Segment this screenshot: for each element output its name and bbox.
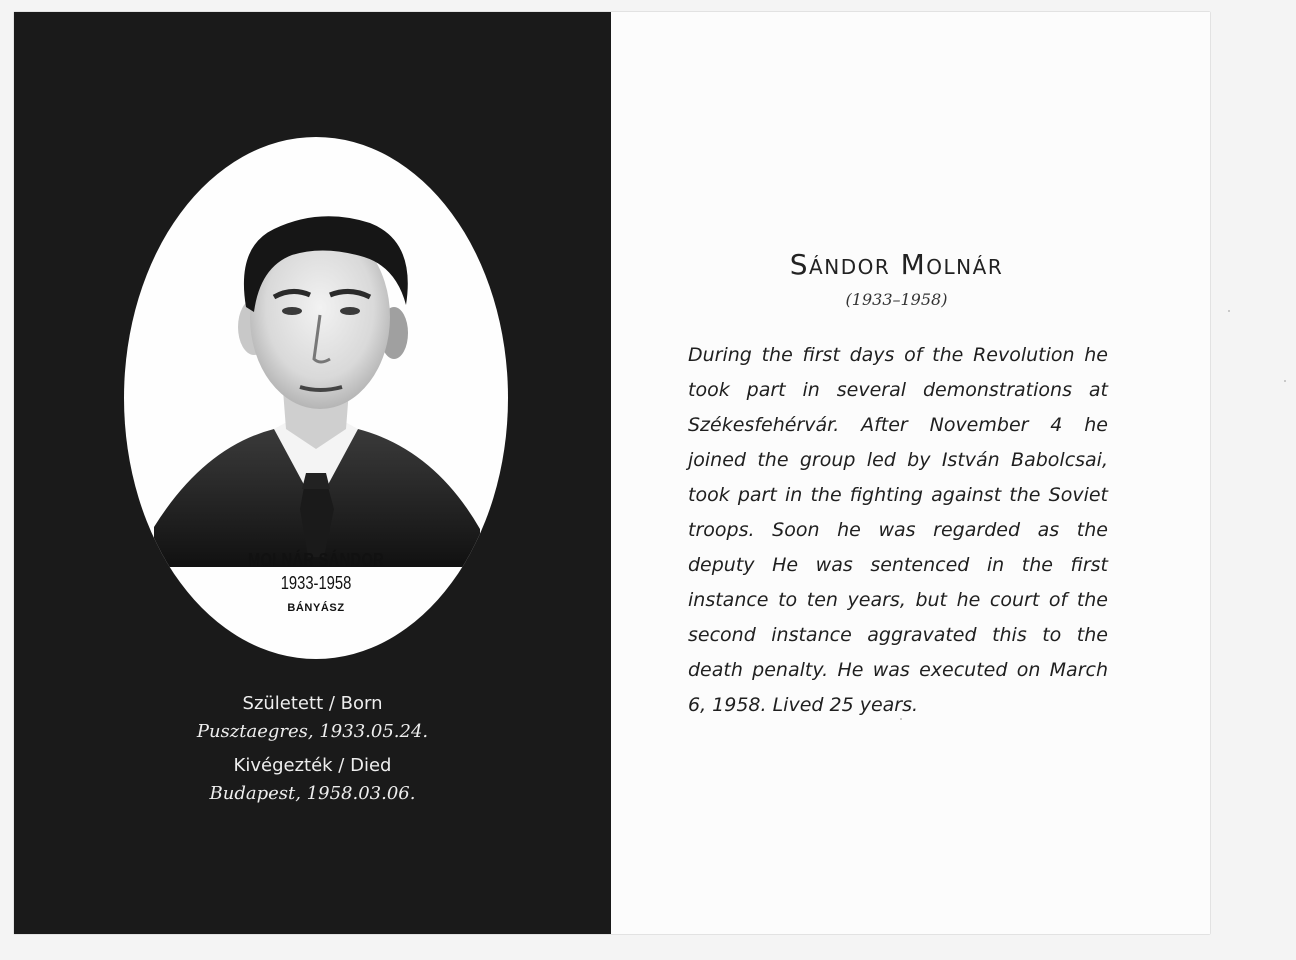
scan-speck <box>1228 310 1230 312</box>
page-title: Sándor Molnár <box>789 248 1004 281</box>
died-value: Budapest, 1958.03.06. <box>209 783 416 804</box>
born-label: Született / Born <box>242 693 383 714</box>
portrait-caption <box>124 550 508 614</box>
scan-speck <box>900 718 902 720</box>
caption-years: 1933-1958 <box>280 573 352 593</box>
scan-speck <box>1284 380 1286 382</box>
born-value: Pusztaegres, 1933.05.24. <box>196 721 429 742</box>
died-label: Kivégezték / Died <box>233 755 392 776</box>
caption-occupation: BÁNYÁSZ <box>287 602 345 614</box>
portrait-oval <box>124 137 508 659</box>
caption-name: MOLNÁR SÁNDOR <box>247 550 385 570</box>
left-panel <box>14 12 611 934</box>
life-dates <box>14 690 611 808</box>
biography-text: During the first days of the Revolution he took part in several demonstrations at Székesfehérvár. After November 4 he joined the group led by István Babolcsai, took part in the fighting against the Soviet troops. Soon he was regarded as the deputy He was sentenced in the first instance to ten years, but he court of the second instance aggravated this to the death penalty. He was executed on March 6, 1958. Lived 25 years. <box>688 344 1108 716</box>
title-years: (1933–1958) <box>845 290 948 309</box>
